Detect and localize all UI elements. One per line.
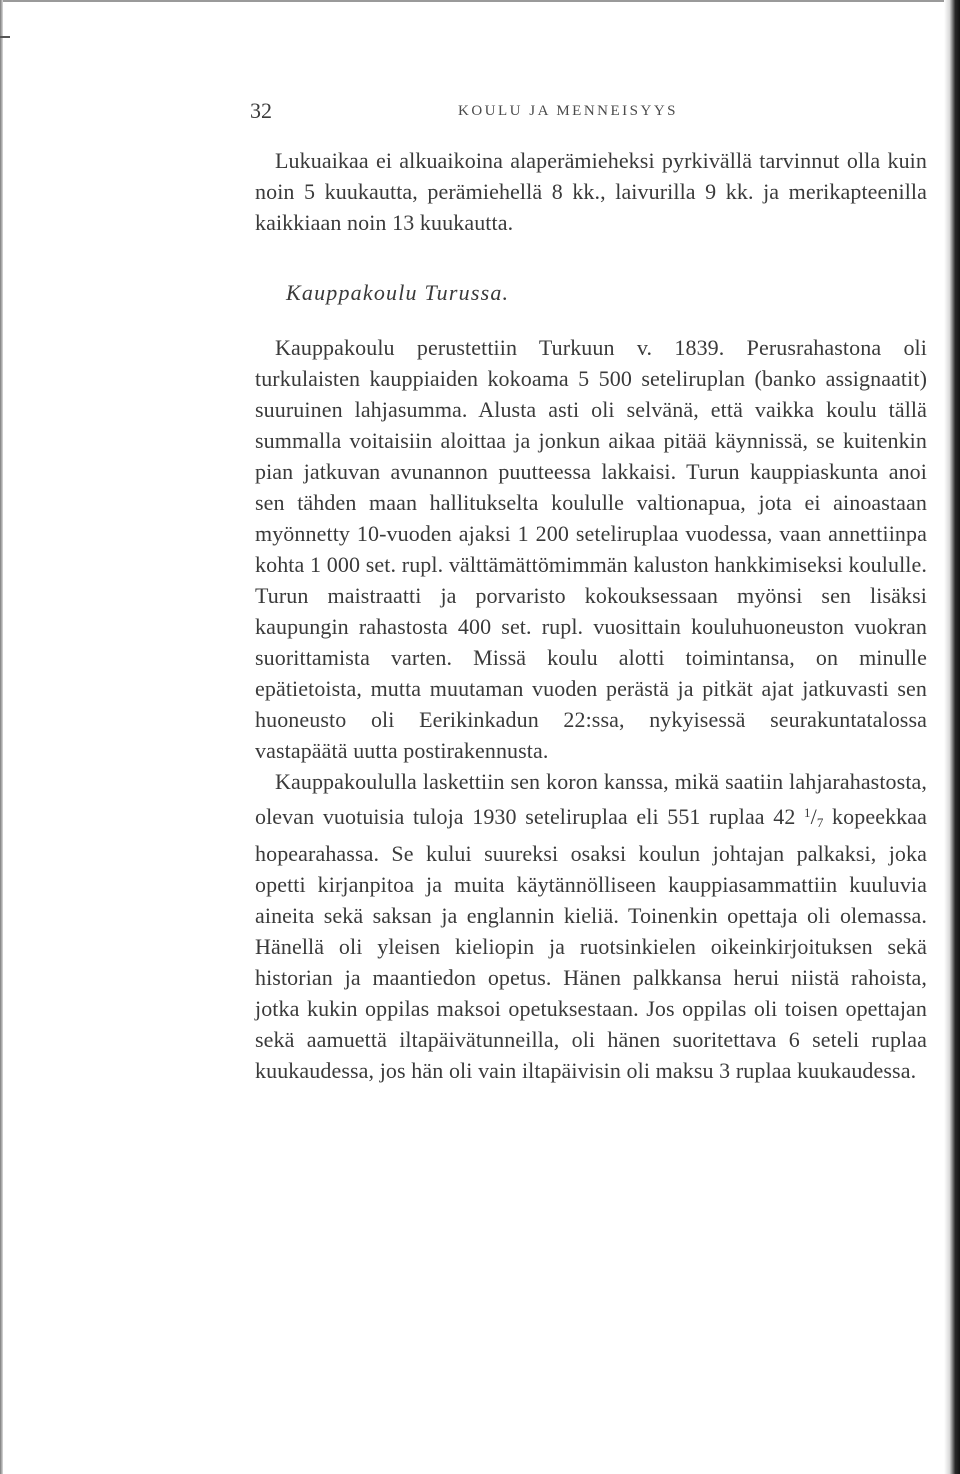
paragraph-2-text-start: Kauppakoululla laskettiin sen koron kanssa, mikä saatiin lahjarahastosta, olevan vuotuisia tuloja 1930 seteliruplaa eli 551 ruplaa 42 <box>255 769 927 829</box>
running-header <box>250 98 720 126</box>
running-title: KOULU JA MENNEISYYS <box>458 103 679 119</box>
section-paragraph-2 <box>255 766 927 1086</box>
scan-tick-mark <box>0 36 10 38</box>
scan-border-top <box>0 0 960 2</box>
fraction-denominator: 7 <box>816 815 824 830</box>
fraction-one-seventh: $^1$/7 <box>804 804 824 830</box>
scan-border-left <box>0 0 3 1474</box>
paragraph-2-text-end: kopeekkaa hopearahassa. Se kului suureksi osaksi koulun johtajan palkaksi, joka opetti kirjanpitoa ja muita käytännölliseen kauppiasammattiin kuuluvia aineita sekä saksan ja englannin kieliä. Toinenkin opettaja oli olemassa. Hänellä oli yleisen kieliopin ja ruotsinkielen oikeinkirjoituksen sekä historian ja maantiedon opetus. Hänen palkkansa herui niistä rahoista, jotka kukin oppilas maksoi opetuksestaan. Jos oppilas oli toisen opettajan sekä aamuettä iltapäivätunneilla, oli hänen suoritettava 6 seteli ruplaa kuukaudessa, jos hän oli vain iltapäivisin oli maksu 3 ruplaa kuukaudessa. <box>255 804 928 1083</box>
intro-text-block <box>255 145 927 238</box>
intro-paragraph: Lukuaikaa ei alkuaikoina alaperämieheksi pyrkivällä tarvinnut olla kuin noin 5 kuukautta, perämiehellä 8 kk., laivurilla 9 kk. ja merikapteenilla kaikkiaan noin 13 kuukautta. <box>255 148 927 235</box>
fraction-numerator: 1 <box>804 805 811 820</box>
section-heading: Kauppakoulu Turussa. <box>286 280 510 305</box>
section-text-block <box>255 332 927 1086</box>
scan-border-right <box>944 0 960 1474</box>
page-number: 32 <box>250 98 272 123</box>
section-paragraph-1: Kauppakoulu perustettiin Turkuun v. 1839. Perusrahastona oli turkulaisten kauppiaiden kokoama 5 500 seteliruplan (banko assignaatit) suuruinen lahjasumma. Alusta asti oli selvänä, että vaikka koulu tällä summalla voitaisiin aloittaa ja jonkun aikaa pitää käynnissä, se kuitenkin pian jatkuvan avunannon puutteessa lakkaisi. Turun kauppiaskunta anoi sen tähden maan hallitukselta koululle valtionapua, jota ei ainoastaan myönnetty 10-vuoden ajaksi 1 200 seteliruplaa vuodessa, vaan annettiinpa kohta 1 000 set. rupl. välttämättömimmän kaluston hankkimiseksi koululle. Turun maistraatti ja porvaristo kokouksessaan myönsi sen lisäksi kaupungin rahastosta 400 set. rupl. vuosittain kouluhuoneuston vuokran suorittamista varten. Missä koulu alotti toimintansa, on minulle epätietoista, mutta muutaman vuoden perästä ja pitkät ajat jatkuvasti sen huoneusto oli Eerikinkadun 22:ssa, nykyisessä seurakuntatalossa vastapäätä uutta postirakennusta. <box>255 335 927 763</box>
